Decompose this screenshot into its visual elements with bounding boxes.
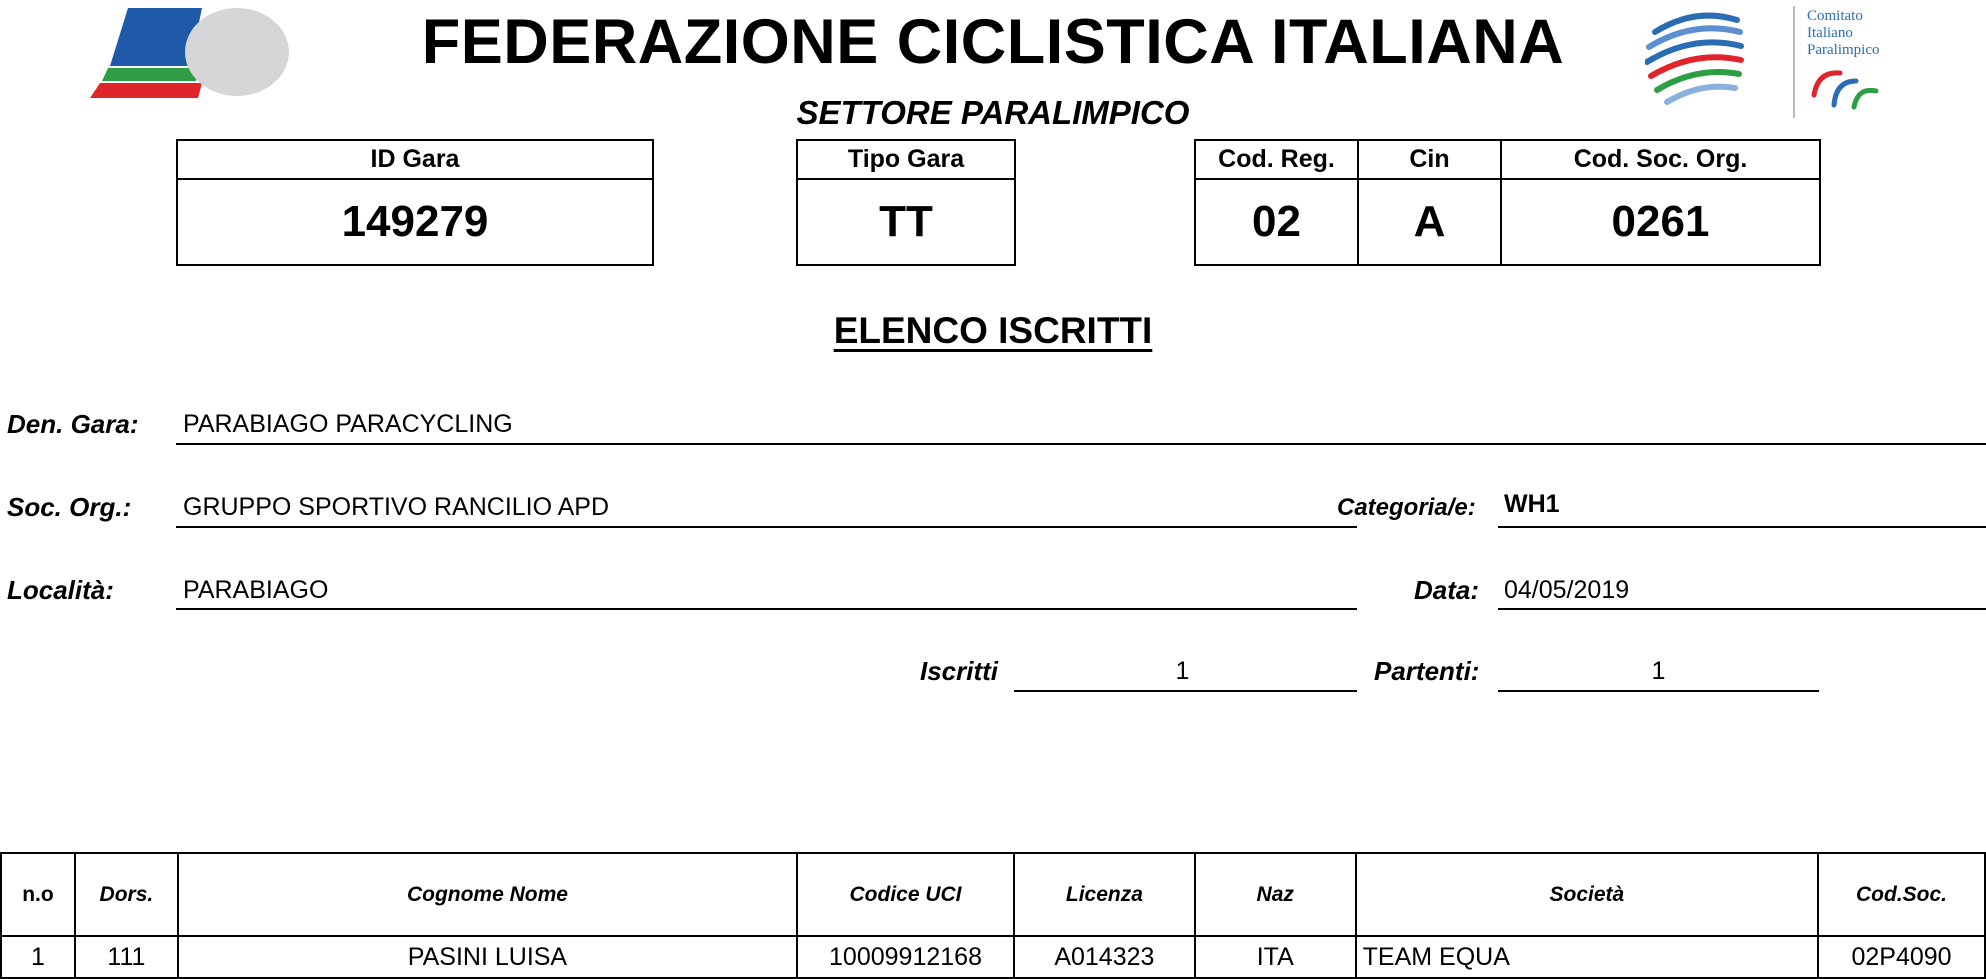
soc-org-line [176, 526, 1357, 528]
id-gara-label: ID Gara [178, 141, 652, 179]
soc-org-label: Soc. Org.: [7, 492, 132, 522]
partenti-label: Partenti: [1374, 656, 1480, 686]
tipo-gara-box [796, 139, 1016, 266]
col-header-societa: Società [1356, 853, 1818, 936]
cod-soc-org-value: 0261 [1501, 179, 1819, 264]
cell-dors: 111 [75, 936, 178, 978]
cip-logo-line-1: Comitato [1807, 8, 1863, 24]
col-header-codice-uci: Codice UCI [797, 853, 1014, 936]
id-gara-value: 149279 [178, 179, 652, 264]
cod-reg-label: Cod. Reg. [1196, 141, 1358, 179]
categorie-line [1498, 526, 1986, 528]
page-title: FEDERAZIONE CICLISTICA ITALIANA [421, 7, 1565, 77]
col-header-naz: Naz [1195, 853, 1356, 936]
categorie-value: WH1 [1504, 490, 1560, 518]
cip-logo-line-2: Italiano [1807, 25, 1853, 41]
entries-table [0, 852, 1986, 979]
agitos-icon [1810, 65, 1880, 111]
tipo-gara-value: TT [798, 179, 1014, 264]
cell-naz: ITA [1195, 936, 1356, 978]
cell-cod-soc: 02P4090 [1818, 936, 1985, 978]
den-gara-line [176, 443, 1986, 445]
soc-org-value: GRUPPO SPORTIVO RANCILIO APD [183, 493, 610, 521]
cell-licenza: A014323 [1014, 936, 1195, 978]
page-subtitle: SETTORE PARALIMPICO [796, 94, 1190, 131]
section-title-text: ELENCO ISCRITTI [833, 310, 1153, 351]
section-title [0, 310, 1986, 352]
data-value: 04/05/2019 [1504, 576, 1630, 604]
cin-label: Cin [1358, 141, 1501, 179]
iscritti-line [1014, 690, 1357, 692]
cell-societa: TEAM EQUA [1356, 936, 1818, 978]
cip-logo-line-3: Paralimpico [1807, 42, 1880, 58]
localita-line [176, 608, 1357, 610]
localita-value: PARABIAGO [183, 576, 329, 604]
data-line [1498, 608, 1986, 610]
col-header-licenza: Licenza [1014, 853, 1195, 936]
cip-logo [1645, 2, 1795, 120]
col-header-cod-soc: Cod.Soc. [1818, 853, 1985, 936]
col-header-cognome-nome: Cognome Nome [178, 853, 797, 936]
localita-label: Località: [7, 575, 114, 605]
cell-codice-uci: 10009912168 [797, 936, 1014, 978]
partenti-value: 1 [1651, 657, 1666, 685]
partenti-line [1498, 690, 1819, 692]
iscritti-value: 1 [1175, 657, 1190, 685]
data-label: Data: [1414, 575, 1480, 605]
cin-value: A [1358, 179, 1501, 264]
cip-logo-text [1807, 8, 1879, 59]
col-header-dors: Dors. [75, 853, 178, 936]
cod-reg-value: 02 [1196, 179, 1358, 264]
iscritti-label: Iscritti [920, 656, 999, 686]
categorie-label: Categoria/e: [1337, 494, 1476, 521]
den-gara-value: PARABIAGO PARACYCLING [183, 410, 513, 438]
table-header-row [1, 853, 1985, 936]
tipo-gara-label: Tipo Gara [798, 141, 1014, 179]
col-header-no: n.o [1, 853, 75, 936]
cod-soc-org-label: Cod. Soc. Org. [1501, 141, 1819, 179]
den-gara-label: Den. Gara: [7, 409, 139, 439]
cell-cognome-nome: PASINI LUISA [178, 936, 797, 978]
id-gara-box [176, 139, 654, 266]
cell-no: 1 [1, 936, 75, 978]
codes-box [1194, 139, 1821, 266]
table-row [1, 936, 1985, 978]
